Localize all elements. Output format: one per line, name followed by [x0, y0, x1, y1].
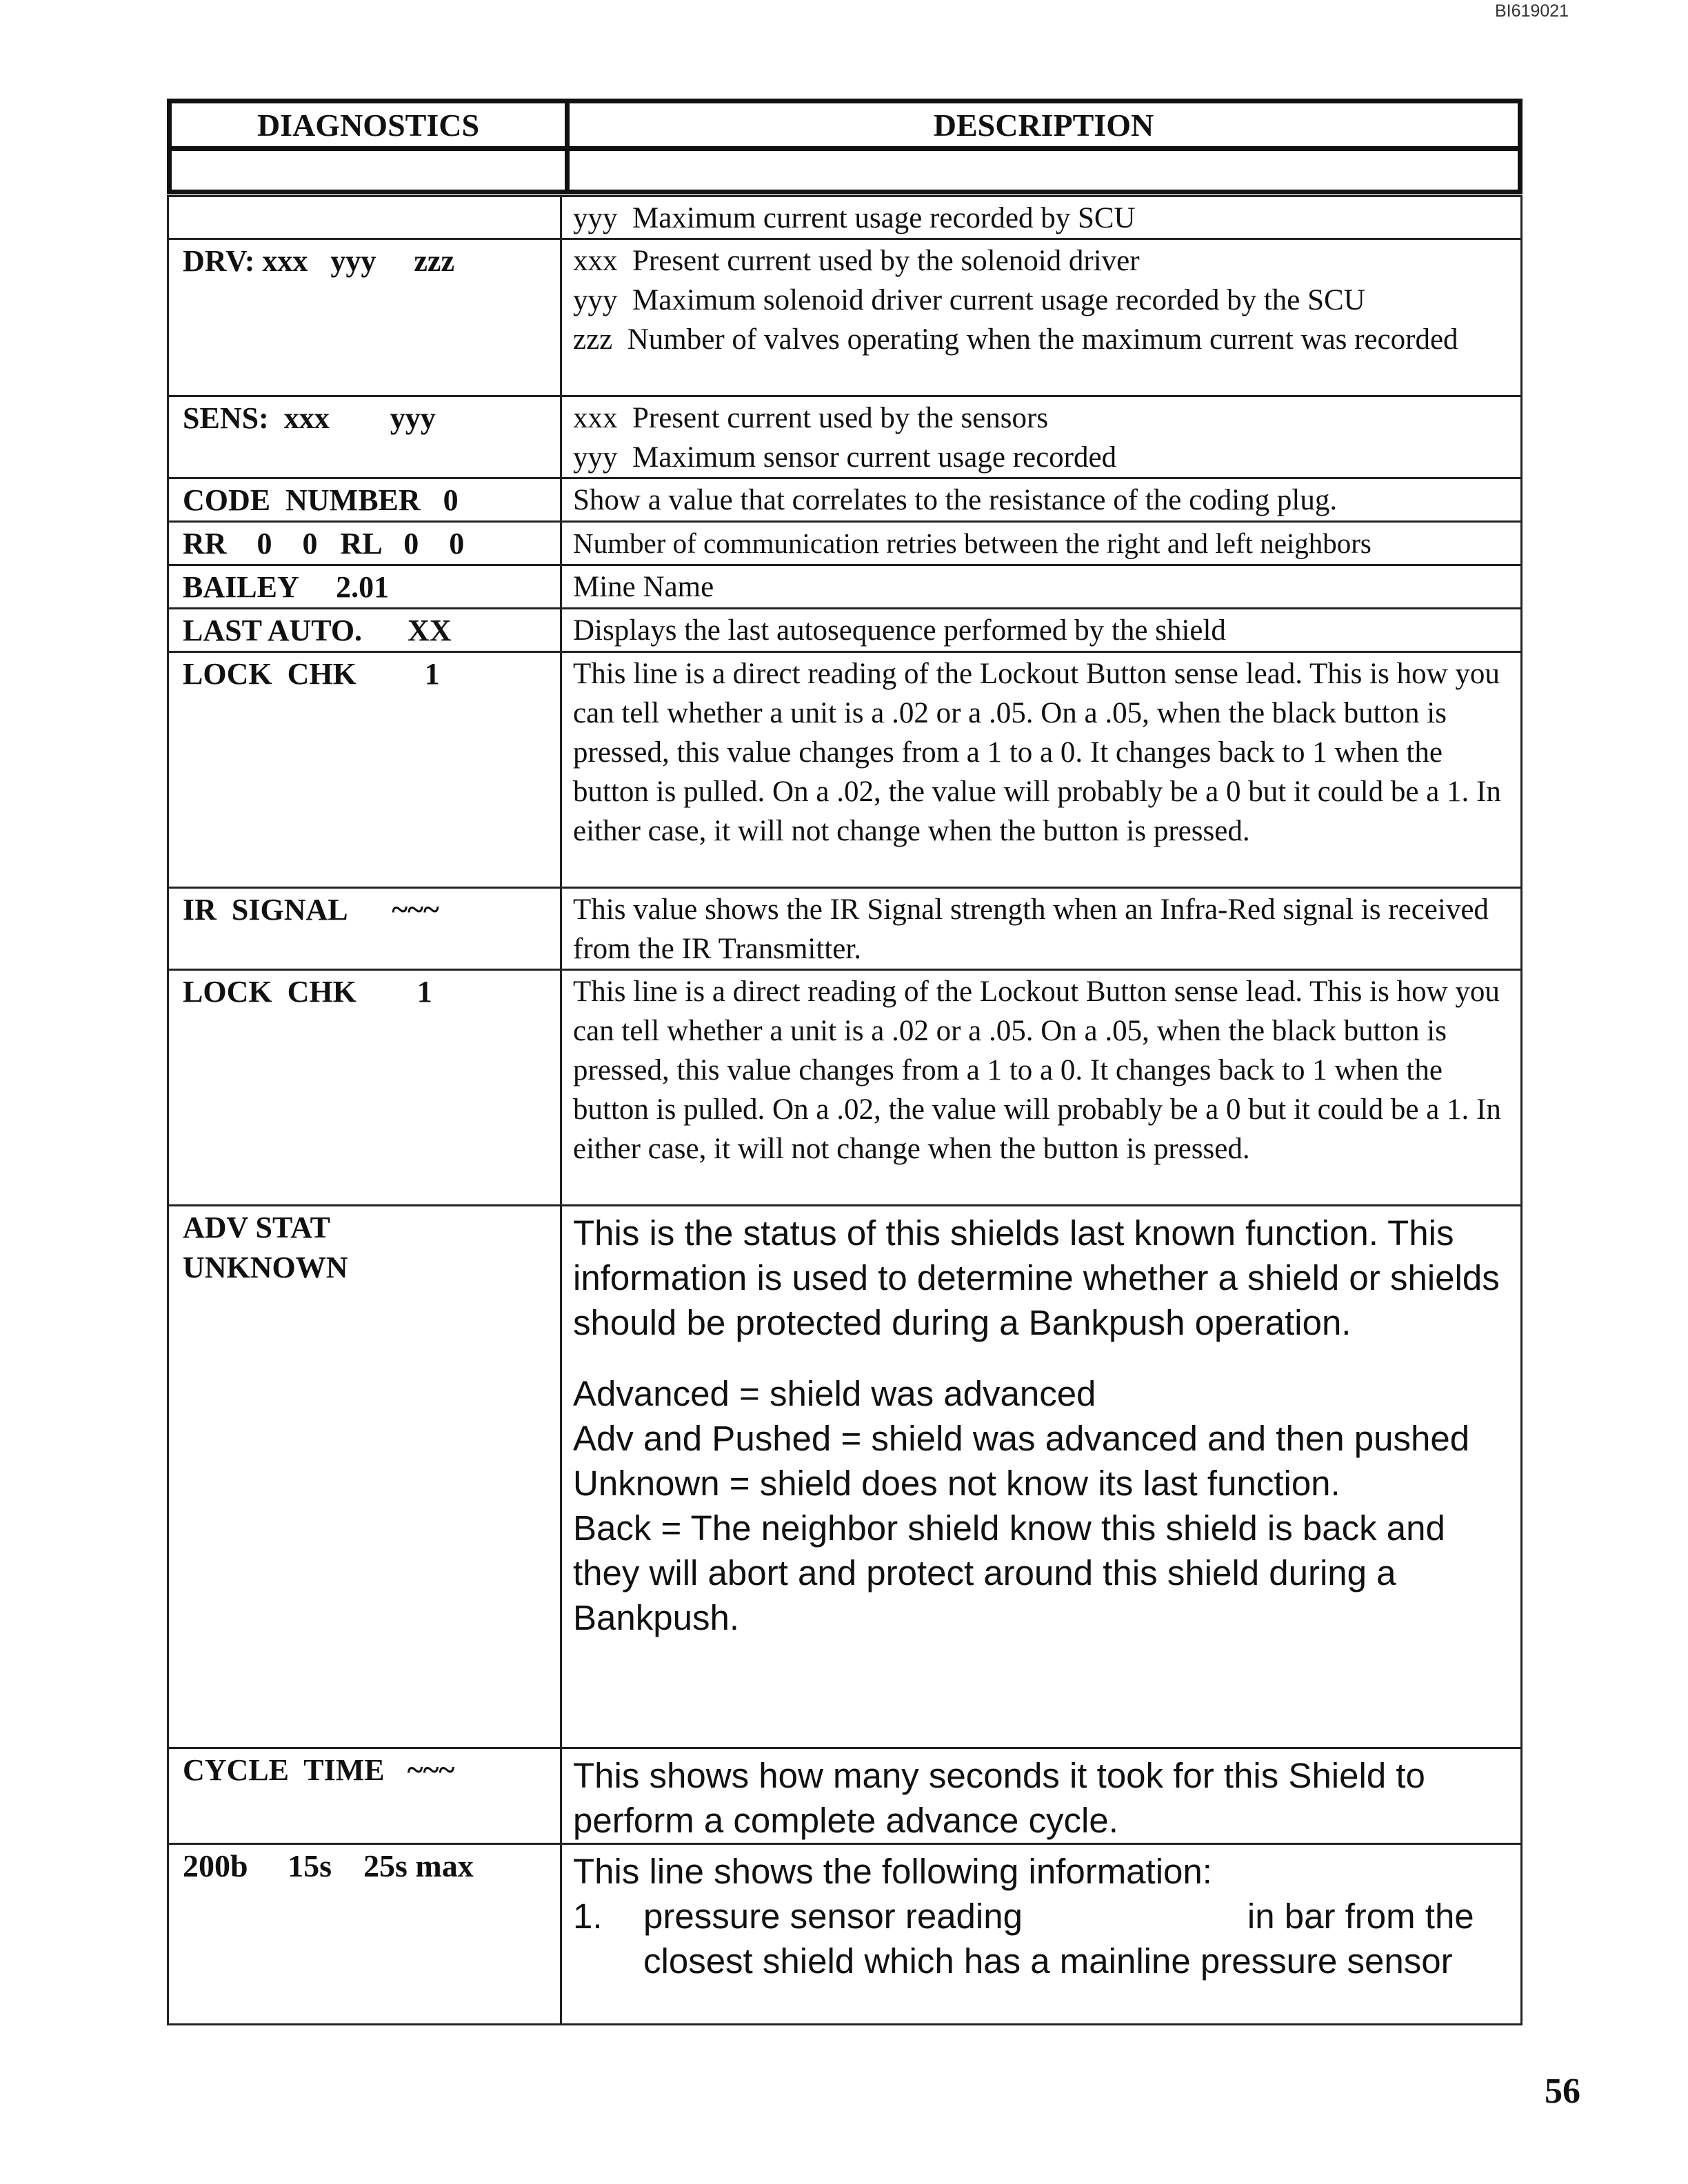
adv-stat-line: Advanced = shield was advanced: [573, 1374, 1096, 1413]
description-line: Number of communication retries between the right and left neighbors: [573, 527, 1372, 559]
cycle-time-description: This shows how many seconds it took for this Shield to perform a complete advance cycle.: [573, 1756, 1436, 1840]
adv-stat-line: Unknown = shield does not know its last function.: [573, 1464, 1340, 1503]
diagnostic-cell: CODE NUMBER 0: [168, 478, 561, 522]
description-line: xxx Present current used by the solenoid driver: [573, 245, 1140, 277]
table-row-cycle-time: [168, 1748, 1522, 1844]
description-line: Mine Name: [573, 571, 714, 603]
adv-stat-line: Adv and Pushed = shield was advanced and then pushed: [573, 1419, 1470, 1458]
description-cell: [561, 522, 1522, 565]
description-cell-cycle-time: [561, 1748, 1522, 1844]
diagnostic-cell-pressure: 200b 15s 25s max: [168, 1844, 561, 2025]
adv-stat-line: Back = The neighbor shield know this shield is back and they will abort and protect around this shield during a Bankpush.: [573, 1508, 1456, 1637]
description-line: yyy Maximum solenoid driver current usage recorded by the SCU: [573, 284, 1365, 316]
description-cell: [561, 970, 1522, 1206]
description-cell: [561, 239, 1522, 396]
diagnostic-cell: [168, 196, 561, 239]
description-line: Show a value that correlates to the resistance of the coding plug.: [573, 484, 1338, 516]
description-cell: [561, 888, 1522, 970]
description-line: zzz Number of valves operating when the maximum current was recorded: [573, 323, 1458, 356]
header-blank-right: [567, 149, 1520, 192]
description-cell: [561, 196, 1522, 239]
header-description: DESCRIPTION: [567, 101, 1520, 149]
list-item-number: 1.: [573, 1897, 603, 1936]
diagnostic-cell: BAILEY 2.01: [168, 565, 561, 609]
table-body: [168, 196, 1522, 2025]
description-line: yyy Maximum current usage recorded by SCU: [573, 202, 1136, 234]
table-row: [168, 888, 1522, 970]
adv-stat-intro: This is the status of this shields last known function. This information is used to determine whether a shield or shields should be protected during a Bankpush operation.: [573, 1213, 1509, 1342]
list-item-text: pressure sensor reading in bar from the closest shield which has a mainline pressure sensor: [643, 1897, 1484, 1981]
pressure-intro: This line shows the following information:: [573, 1852, 1212, 1891]
table-row: [168, 239, 1522, 396]
document-id: BI619021: [1495, 1, 1569, 21]
description-line: xxx Present current used by the sensors: [573, 402, 1049, 434]
table-row: [168, 970, 1522, 1206]
description-cell-adv-stat: [561, 1206, 1522, 1748]
paragraph-spacer: [573, 1345, 1514, 1371]
table-row: [168, 396, 1522, 478]
diagnostic-cell-cycle-time: CYCLE TIME ~~~: [168, 1748, 561, 1844]
table-row: [168, 609, 1522, 652]
table-row: [168, 565, 1522, 609]
diagnostic-cell: DRV: xxx yyy zzz: [168, 239, 561, 396]
page-number: 56: [1545, 2072, 1580, 2111]
table-row: [168, 522, 1522, 565]
description-cell-pressure: [561, 1844, 1522, 2025]
diagnostic-cell: LOCK CHK 1: [168, 970, 561, 1206]
diagnostic-cell: RR 0 0 RL 0 0: [168, 522, 561, 565]
diagnostic-cell: SENS: xxx yyy: [168, 396, 561, 478]
diagnostic-cell-adv-stat: ADV STAT UNKNOWN: [168, 1206, 561, 1748]
description-line: Displays the last autosequence performed by the shield: [573, 614, 1226, 647]
description-cell: [561, 609, 1522, 652]
description-cell: [561, 478, 1522, 522]
diagnostics-table: [167, 195, 1523, 2025]
diagnostic-cell: LAST AUTO. XX: [168, 609, 561, 652]
numbered-list-item: [573, 1894, 1514, 1983]
diagnostic-cell: LOCK CHK 1: [168, 652, 561, 888]
table-row: [168, 652, 1522, 888]
table-row: [168, 478, 1522, 522]
description-line: This line is a direct reading of the Lockout Button sense lead. This is how you can tell whether a unit is a .02 or a .05. On a .05, when the black button is pressed, this value changes from a 1 to a 0. It changes back to 1 when the button is pulled. On a .02, the value will probably be a 0 but it could be a 1. In either case, it will not change when the button is pressed.: [573, 658, 1509, 847]
table-row-adv-stat: [168, 1206, 1522, 1748]
description-line: This line is a direct reading of the Lockout Button sense lead. This is how you can tell whether a unit is a .02 or a .05. On a .05, when the black button is pressed, this value changes from a 1 to a 0. It changes back to 1 when the button is pulled. On a .02, the value will probably be a 0 but it could be a 1. In either case, it will not change when the button is pressed.: [573, 975, 1509, 1165]
header-diagnostics: DIAGNOSTICS: [170, 101, 567, 149]
table-header: [167, 99, 1523, 194]
diagnostic-cell: IR SIGNAL ~~~: [168, 888, 561, 970]
description-line: yyy Maximum sensor current usage recorded: [573, 441, 1117, 474]
header-blank-left: [170, 149, 567, 192]
description-cell: [561, 396, 1522, 478]
description-cell: [561, 652, 1522, 888]
description-cell: [561, 565, 1522, 609]
description-line: This value shows the IR Signal strength when an Infra-Red signal is received from the IR Transmitter.: [573, 893, 1496, 965]
table-row: [168, 196, 1522, 239]
table-row-pressure: [168, 1844, 1522, 2025]
